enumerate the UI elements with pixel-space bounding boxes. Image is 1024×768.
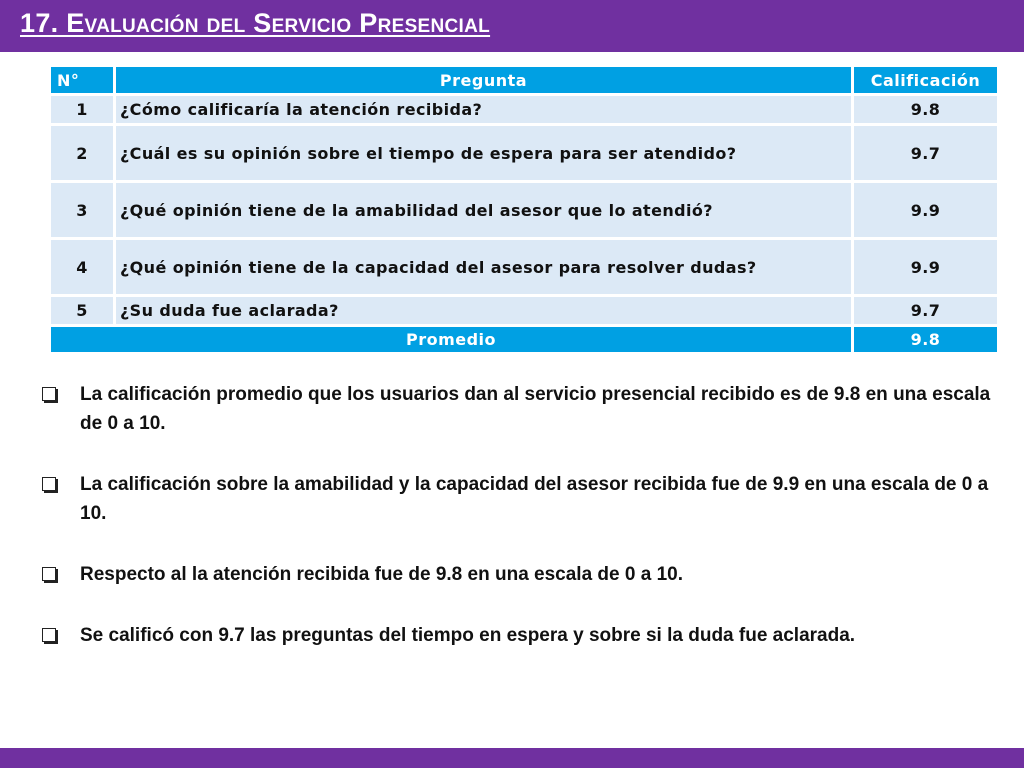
header-score: Calificación bbox=[854, 67, 997, 93]
checkbox-icon bbox=[42, 477, 56, 491]
title-bar bbox=[0, 0, 1024, 52]
table-row bbox=[51, 297, 997, 324]
list-item bbox=[40, 621, 995, 650]
checkbox-icon bbox=[42, 567, 56, 581]
summary-list bbox=[40, 380, 995, 650]
row-number: 4 bbox=[51, 240, 113, 294]
row-question: ¿Qué opinión tiene de la amabilidad del asesor que lo atendió? bbox=[116, 183, 851, 237]
bullet-text: La calificación sobre la amabilidad y la capacidad del asesor recibida fue de 9.9 en una escala de 0 a 10. bbox=[80, 474, 989, 524]
row-number: 3 bbox=[51, 183, 113, 237]
row-score: 9.7 bbox=[854, 126, 997, 180]
list-item bbox=[40, 560, 995, 589]
bullet-text: La calificación promedio que los usuarios dan al servicio presencial recibido es de 9.8 en una escala de 0 a 10. bbox=[80, 384, 991, 434]
row-score: 9.9 bbox=[854, 183, 997, 237]
table-row bbox=[51, 96, 997, 123]
row-question: ¿Su duda fue aclarada? bbox=[116, 297, 851, 324]
bullet-text: Se calificó con 9.7 las preguntas del tiempo en espera y sobre si la duda fue aclarada. bbox=[80, 625, 856, 646]
evaluation-table bbox=[48, 64, 1000, 355]
header-number: N° bbox=[51, 67, 113, 93]
table-row bbox=[51, 183, 997, 237]
average-row bbox=[51, 327, 997, 352]
row-number: 1 bbox=[51, 96, 113, 123]
table-row bbox=[51, 126, 997, 180]
table-row bbox=[51, 240, 997, 294]
row-question: ¿Cómo calificaría la atención recibida? bbox=[116, 96, 851, 123]
footer-bar bbox=[0, 748, 1024, 768]
list-item bbox=[40, 380, 995, 438]
row-question: ¿Cuál es su opinión sobre el tiempo de espera para ser atendido? bbox=[116, 126, 851, 180]
header-question: Pregunta bbox=[116, 67, 851, 93]
slide-title: 17. Evaluación del Servicio Presencial bbox=[20, 8, 491, 38]
average-label: Promedio bbox=[51, 327, 851, 352]
row-number: 2 bbox=[51, 126, 113, 180]
checkbox-icon bbox=[42, 628, 56, 642]
checkbox-icon bbox=[42, 387, 56, 401]
row-score: 9.7 bbox=[854, 297, 997, 324]
table-header-row bbox=[51, 67, 997, 93]
row-question: ¿Qué opinión tiene de la capacidad del asesor para resolver dudas? bbox=[116, 240, 851, 294]
row-score: 9.8 bbox=[854, 96, 997, 123]
list-item bbox=[40, 470, 995, 528]
row-number: 5 bbox=[51, 297, 113, 324]
bullet-text: Respecto al la atención recibida fue de 9.8 en una escala de 0 a 10. bbox=[80, 564, 683, 585]
average-score: 9.8 bbox=[854, 327, 997, 352]
row-score: 9.9 bbox=[854, 240, 997, 294]
